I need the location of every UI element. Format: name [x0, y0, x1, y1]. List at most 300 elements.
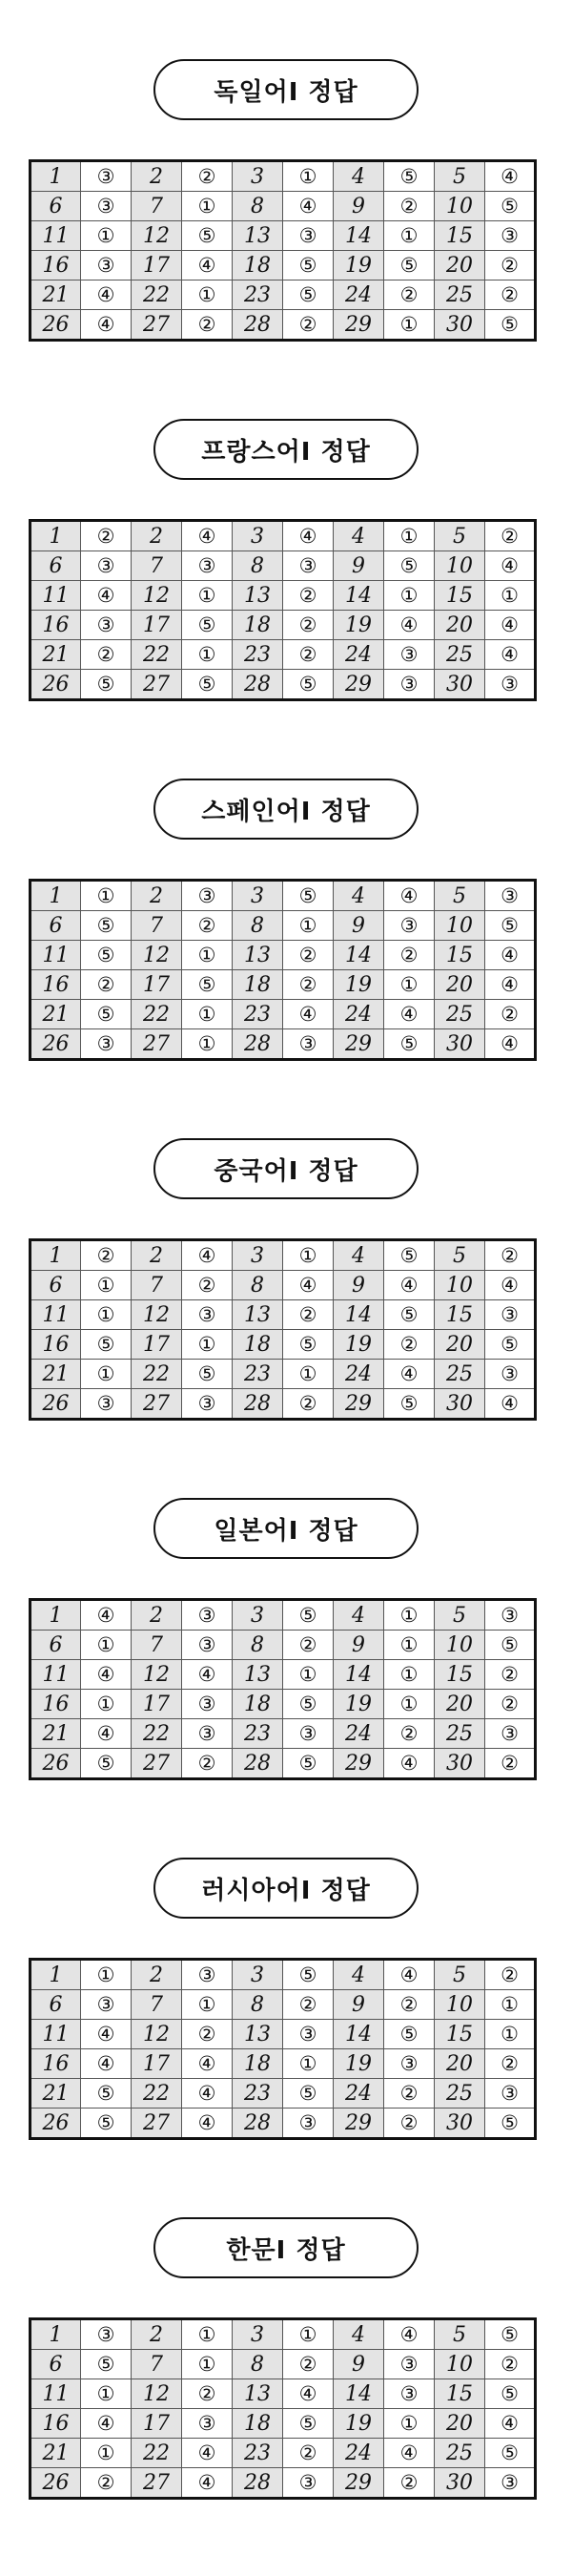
question-number: 4: [334, 521, 384, 551]
answer-value: ③: [81, 192, 132, 221]
answer-value: ⑤: [182, 1360, 233, 1389]
answer-table: [29, 1238, 537, 1421]
question-number: 27: [132, 1029, 182, 1060]
question-number: 14: [334, 1300, 384, 1330]
answer-value: ①: [182, 1990, 233, 2020]
question-number: 24: [334, 640, 384, 670]
answer-value: ④: [81, 1660, 132, 1690]
answer-value: ③: [384, 2049, 435, 2079]
answer-value: ⑤: [485, 2319, 536, 2350]
question-number: 29: [334, 310, 384, 341]
answer-value: ③: [182, 2409, 233, 2439]
question-number: 5: [435, 881, 485, 911]
answer-value: ②: [283, 581, 334, 611]
question-number: 16: [31, 970, 81, 1000]
question-number: 18: [233, 1330, 283, 1360]
answer-table: [29, 519, 537, 701]
answer-value: ⑤: [485, 1631, 536, 1660]
question-number: 11: [31, 221, 81, 251]
question-number: 23: [233, 640, 283, 670]
question-number: 10: [435, 551, 485, 581]
answer-value: ②: [384, 1990, 435, 2020]
question-number: 30: [435, 2468, 485, 2499]
answer-value: ①: [81, 2379, 132, 2409]
question-number: 22: [132, 280, 182, 310]
question-number: 6: [31, 1990, 81, 2020]
question-number: 22: [132, 1719, 182, 1749]
question-number: 15: [435, 1660, 485, 1690]
answer-value: ②: [283, 611, 334, 640]
answer-value: ②: [384, 1330, 435, 1360]
question-number: 29: [334, 1389, 384, 1420]
question-number: 3: [233, 1960, 283, 1990]
question-number: 18: [233, 251, 283, 280]
answer-value: ④: [182, 2079, 233, 2109]
answer-value: ③: [182, 1389, 233, 1420]
table-row: [31, 1690, 536, 1719]
question-number: 24: [334, 280, 384, 310]
answer-value: ②: [485, 2350, 536, 2379]
answer-value: ①: [182, 1330, 233, 1360]
answer-value: ④: [283, 1271, 334, 1300]
question-number: 24: [334, 1719, 384, 1749]
table-row: [31, 2049, 536, 2079]
answer-table: [29, 1598, 537, 1780]
answer-value: ①: [182, 581, 233, 611]
question-number: 13: [233, 1300, 283, 1330]
answer-value: ④: [81, 1719, 132, 1749]
question-number: 12: [132, 1660, 182, 1690]
question-number: 13: [233, 2379, 283, 2409]
answer-value: ①: [81, 1271, 132, 1300]
question-number: 26: [31, 310, 81, 341]
question-number: 20: [435, 2409, 485, 2439]
question-number: 7: [132, 1271, 182, 1300]
answer-value: ③: [384, 670, 435, 700]
table-row: [31, 521, 536, 551]
question-number: 6: [31, 192, 81, 221]
answer-value: ①: [283, 1240, 334, 1271]
question-number: 5: [435, 1600, 485, 1631]
answer-value: ⑤: [283, 881, 334, 911]
answer-value: ⑤: [384, 1029, 435, 1060]
answer-value: ①: [81, 221, 132, 251]
question-number: 27: [132, 2109, 182, 2139]
section-title: 한문Ⅰ 정답: [153, 2217, 419, 2278]
answer-value: ②: [485, 1690, 536, 1719]
question-number: 13: [233, 2020, 283, 2049]
answer-value: ①: [283, 1660, 334, 1690]
question-number: 14: [334, 941, 384, 970]
table-row: [31, 911, 536, 941]
question-number: 23: [233, 1719, 283, 1749]
answer-value: ⑤: [182, 221, 233, 251]
question-number: 28: [233, 1749, 283, 1779]
table-row: [31, 581, 536, 611]
question-number: 21: [31, 2079, 81, 2109]
question-number: 7: [132, 1631, 182, 1660]
answer-value: ②: [384, 2468, 435, 2499]
table-row: [31, 1719, 536, 1749]
table-row: [31, 1300, 536, 1330]
answer-value: ④: [384, 1000, 435, 1029]
table-row: [31, 1660, 536, 1690]
answer-value: ④: [283, 2379, 334, 2409]
question-number: 28: [233, 670, 283, 700]
answer-table: [29, 879, 537, 1061]
answer-value: ⑤: [485, 911, 536, 941]
question-number: 12: [132, 581, 182, 611]
answer-value: ④: [485, 1271, 536, 1300]
answer-value: ①: [182, 192, 233, 221]
question-number: 23: [233, 2439, 283, 2468]
answer-value: ⑤: [81, 1749, 132, 1779]
answer-value: ③: [182, 1719, 233, 1749]
answer-value: ④: [283, 521, 334, 551]
question-number: 17: [132, 2409, 182, 2439]
question-number: 5: [435, 1960, 485, 1990]
question-number: 15: [435, 1300, 485, 1330]
table-row: [31, 251, 536, 280]
section-title: 중국어Ⅰ 정답: [153, 1138, 419, 1199]
answer-value: ④: [182, 521, 233, 551]
table-row: [31, 670, 536, 700]
answer-value: ③: [485, 881, 536, 911]
question-number: 11: [31, 581, 81, 611]
question-number: 2: [132, 1960, 182, 1990]
answer-value: ②: [182, 2020, 233, 2049]
answer-value: ②: [81, 2468, 132, 2499]
answer-table: [29, 159, 537, 342]
answer-value: ②: [283, 1389, 334, 1420]
question-number: 8: [233, 2350, 283, 2379]
answer-value: ⑤: [384, 1389, 435, 1420]
answer-value: ④: [81, 1600, 132, 1631]
answer-value: ②: [182, 1271, 233, 1300]
question-number: 10: [435, 911, 485, 941]
section-title: 독일어Ⅰ 정답: [153, 59, 419, 120]
answer-value: ②: [384, 2079, 435, 2109]
question-number: 22: [132, 640, 182, 670]
table-row: [31, 1749, 536, 1779]
answer-value: ②: [485, 1240, 536, 1271]
table-row: [31, 2409, 536, 2439]
question-number: 6: [31, 1271, 81, 1300]
answer-value: ④: [485, 970, 536, 1000]
question-number: 11: [31, 2379, 81, 2409]
answer-value: ⑤: [485, 310, 536, 341]
question-number: 1: [31, 2319, 81, 2350]
question-number: 25: [435, 1719, 485, 1749]
table-row: [31, 2020, 536, 2049]
question-number: 30: [435, 1389, 485, 1420]
table-row: [31, 1631, 536, 1660]
answer-value: ②: [485, 521, 536, 551]
answer-value: ③: [182, 1960, 233, 1990]
answer-value: ②: [182, 911, 233, 941]
answer-value: ④: [81, 2020, 132, 2049]
table-row: [31, 1389, 536, 1420]
question-number: 13: [233, 581, 283, 611]
table-row: [31, 1960, 536, 1990]
question-number: 28: [233, 2109, 283, 2139]
table-row: [31, 1360, 536, 1389]
section-title: 러시아어Ⅰ 정답: [153, 1858, 419, 1919]
answer-value: ①: [81, 1690, 132, 1719]
question-number: 27: [132, 310, 182, 341]
question-number: 22: [132, 1000, 182, 1029]
answer-value: ②: [81, 1240, 132, 1271]
question-number: 20: [435, 970, 485, 1000]
question-number: 25: [435, 2439, 485, 2468]
answer-value: ①: [81, 1960, 132, 1990]
answer-value: ③: [485, 221, 536, 251]
question-number: 26: [31, 2109, 81, 2139]
question-number: 15: [435, 221, 485, 251]
answer-value: ④: [81, 2409, 132, 2439]
question-number: 9: [334, 192, 384, 221]
question-number: 30: [435, 1029, 485, 1060]
answer-value: ⑤: [384, 161, 435, 192]
question-number: 29: [334, 670, 384, 700]
answer-value: ⑤: [283, 251, 334, 280]
answer-value: ⑤: [81, 911, 132, 941]
question-number: 21: [31, 640, 81, 670]
question-number: 21: [31, 2439, 81, 2468]
answer-value: ③: [81, 251, 132, 280]
question-number: 2: [132, 881, 182, 911]
table-row: [31, 970, 536, 1000]
question-number: 9: [334, 1631, 384, 1660]
question-number: 6: [31, 911, 81, 941]
section-title: 프랑스어Ⅰ 정답: [153, 419, 419, 480]
question-number: 26: [31, 670, 81, 700]
question-number: 16: [31, 251, 81, 280]
question-number: 17: [132, 611, 182, 640]
question-number: 12: [132, 2379, 182, 2409]
question-number: 1: [31, 881, 81, 911]
question-number: 9: [334, 1990, 384, 2020]
question-number: 29: [334, 1749, 384, 1779]
answer-value: ①: [283, 161, 334, 192]
answer-value: ④: [485, 1389, 536, 1420]
question-number: 16: [31, 2049, 81, 2079]
answer-value: ④: [485, 161, 536, 192]
question-number: 14: [334, 2020, 384, 2049]
table-row: [31, 611, 536, 640]
answer-value: ④: [81, 581, 132, 611]
question-number: 30: [435, 1749, 485, 1779]
answer-value: ①: [182, 2319, 233, 2350]
question-number: 4: [334, 1960, 384, 1990]
answer-value: ①: [384, 1690, 435, 1719]
question-number: 25: [435, 1360, 485, 1389]
answer-value: ③: [384, 2379, 435, 2409]
question-number: 19: [334, 1690, 384, 1719]
question-number: 9: [334, 1271, 384, 1300]
question-number: 11: [31, 2020, 81, 2049]
question-number: 20: [435, 1690, 485, 1719]
question-number: 4: [334, 1600, 384, 1631]
question-number: 14: [334, 221, 384, 251]
answer-value: ③: [283, 221, 334, 251]
question-number: 19: [334, 611, 384, 640]
question-number: 23: [233, 2079, 283, 2109]
answer-value: ④: [182, 1240, 233, 1271]
question-number: 20: [435, 2049, 485, 2079]
answer-value: ①: [283, 2319, 334, 2350]
answer-value: ③: [485, 1360, 536, 1389]
answer-value: ②: [182, 1749, 233, 1779]
answer-value: ⑤: [283, 670, 334, 700]
question-number: 20: [435, 611, 485, 640]
question-number: 20: [435, 1330, 485, 1360]
table-row: [31, 1271, 536, 1300]
question-number: 7: [132, 192, 182, 221]
answer-value: ⑤: [283, 2409, 334, 2439]
answer-value: ④: [485, 941, 536, 970]
question-number: 18: [233, 2049, 283, 2079]
answer-value: ②: [384, 192, 435, 221]
question-number: 4: [334, 161, 384, 192]
question-number: 3: [233, 1600, 283, 1631]
table-row: [31, 1990, 536, 2020]
question-number: 3: [233, 521, 283, 551]
question-number: 16: [31, 1330, 81, 1360]
answer-value: ③: [485, 2079, 536, 2109]
answer-value: ④: [485, 611, 536, 640]
question-number: 5: [435, 2319, 485, 2350]
question-number: 14: [334, 2379, 384, 2409]
answer-value: ②: [384, 2109, 435, 2139]
answer-value: ⑤: [81, 1000, 132, 1029]
question-number: 10: [435, 1990, 485, 2020]
question-number: 12: [132, 2020, 182, 2049]
answer-value: ③: [81, 551, 132, 581]
question-number: 19: [334, 251, 384, 280]
answer-value: ⑤: [384, 1300, 435, 1330]
answer-value: ①: [182, 941, 233, 970]
question-number: 7: [132, 1990, 182, 2020]
question-number: 10: [435, 2350, 485, 2379]
answer-value: ②: [485, 1960, 536, 1990]
answer-value: ④: [81, 310, 132, 341]
table-row: [31, 192, 536, 221]
answer-value: ④: [485, 1029, 536, 1060]
question-number: 26: [31, 1029, 81, 1060]
question-number: 2: [132, 161, 182, 192]
question-number: 25: [435, 280, 485, 310]
question-number: 28: [233, 310, 283, 341]
question-number: 6: [31, 551, 81, 581]
answer-value: ⑤: [182, 611, 233, 640]
question-number: 24: [334, 2079, 384, 2109]
answer-value: ②: [485, 1000, 536, 1029]
question-number: 1: [31, 1600, 81, 1631]
answer-value: ⑤: [384, 551, 435, 581]
question-number: 9: [334, 911, 384, 941]
answer-value: ④: [283, 1000, 334, 1029]
answer-value: ④: [182, 2109, 233, 2139]
answer-value: ②: [81, 521, 132, 551]
answer-value: ③: [283, 2468, 334, 2499]
answer-value: ⑤: [384, 2020, 435, 2049]
answer-value: ①: [81, 1360, 132, 1389]
answer-value: ①: [81, 1631, 132, 1660]
answer-value: ②: [81, 640, 132, 670]
answer-value: ⑤: [81, 2109, 132, 2139]
question-number: 29: [334, 1029, 384, 1060]
question-number: 9: [334, 2350, 384, 2379]
answer-value: ④: [384, 1960, 435, 1990]
question-number: 3: [233, 161, 283, 192]
answer-value: ②: [283, 640, 334, 670]
answer-value: ④: [81, 280, 132, 310]
question-number: 1: [31, 521, 81, 551]
answer-value: ③: [485, 670, 536, 700]
answer-value: ④: [384, 2319, 435, 2350]
answer-value: ③: [283, 1029, 334, 1060]
answer-value: ⑤: [81, 670, 132, 700]
question-number: 6: [31, 1631, 81, 1660]
question-number: 12: [132, 941, 182, 970]
answer-value: ②: [283, 1990, 334, 2020]
answer-value: ①: [384, 1631, 435, 1660]
question-number: 26: [31, 2468, 81, 2499]
table-row: [31, 2439, 536, 2468]
answer-value: ③: [384, 640, 435, 670]
question-number: 17: [132, 1690, 182, 1719]
answer-value: ⑤: [283, 1690, 334, 1719]
question-number: 10: [435, 192, 485, 221]
question-number: 5: [435, 521, 485, 551]
question-number: 26: [31, 1389, 81, 1420]
question-number: 8: [233, 192, 283, 221]
question-number: 18: [233, 2409, 283, 2439]
question-number: 12: [132, 221, 182, 251]
answer-value: ⑤: [384, 251, 435, 280]
question-number: 2: [132, 2319, 182, 2350]
question-number: 17: [132, 251, 182, 280]
table-row: [31, 2468, 536, 2499]
question-number: 21: [31, 1360, 81, 1389]
answer-value: ⑤: [283, 1330, 334, 1360]
question-number: 18: [233, 970, 283, 1000]
answer-table: [29, 1958, 537, 2140]
question-number: 16: [31, 2409, 81, 2439]
question-number: 25: [435, 640, 485, 670]
table-row: [31, 881, 536, 911]
answer-value: ③: [485, 2468, 536, 2499]
answer-value: ③: [384, 2350, 435, 2379]
question-number: 7: [132, 2350, 182, 2379]
answer-value: ⑤: [485, 192, 536, 221]
table-row: [31, 640, 536, 670]
answer-value: ①: [384, 970, 435, 1000]
answer-value: ②: [283, 1300, 334, 1330]
section-title: 일본어Ⅰ 정답: [153, 1498, 419, 1559]
answer-value: ①: [384, 1600, 435, 1631]
question-number: 14: [334, 1660, 384, 1690]
answer-value: ①: [384, 521, 435, 551]
question-number: 4: [334, 1240, 384, 1271]
question-number: 26: [31, 1749, 81, 1779]
answer-value: ⑤: [81, 2079, 132, 2109]
answer-value: ④: [81, 2049, 132, 2079]
question-number: 17: [132, 970, 182, 1000]
answer-value: ⑤: [283, 1749, 334, 1779]
question-number: 24: [334, 1000, 384, 1029]
